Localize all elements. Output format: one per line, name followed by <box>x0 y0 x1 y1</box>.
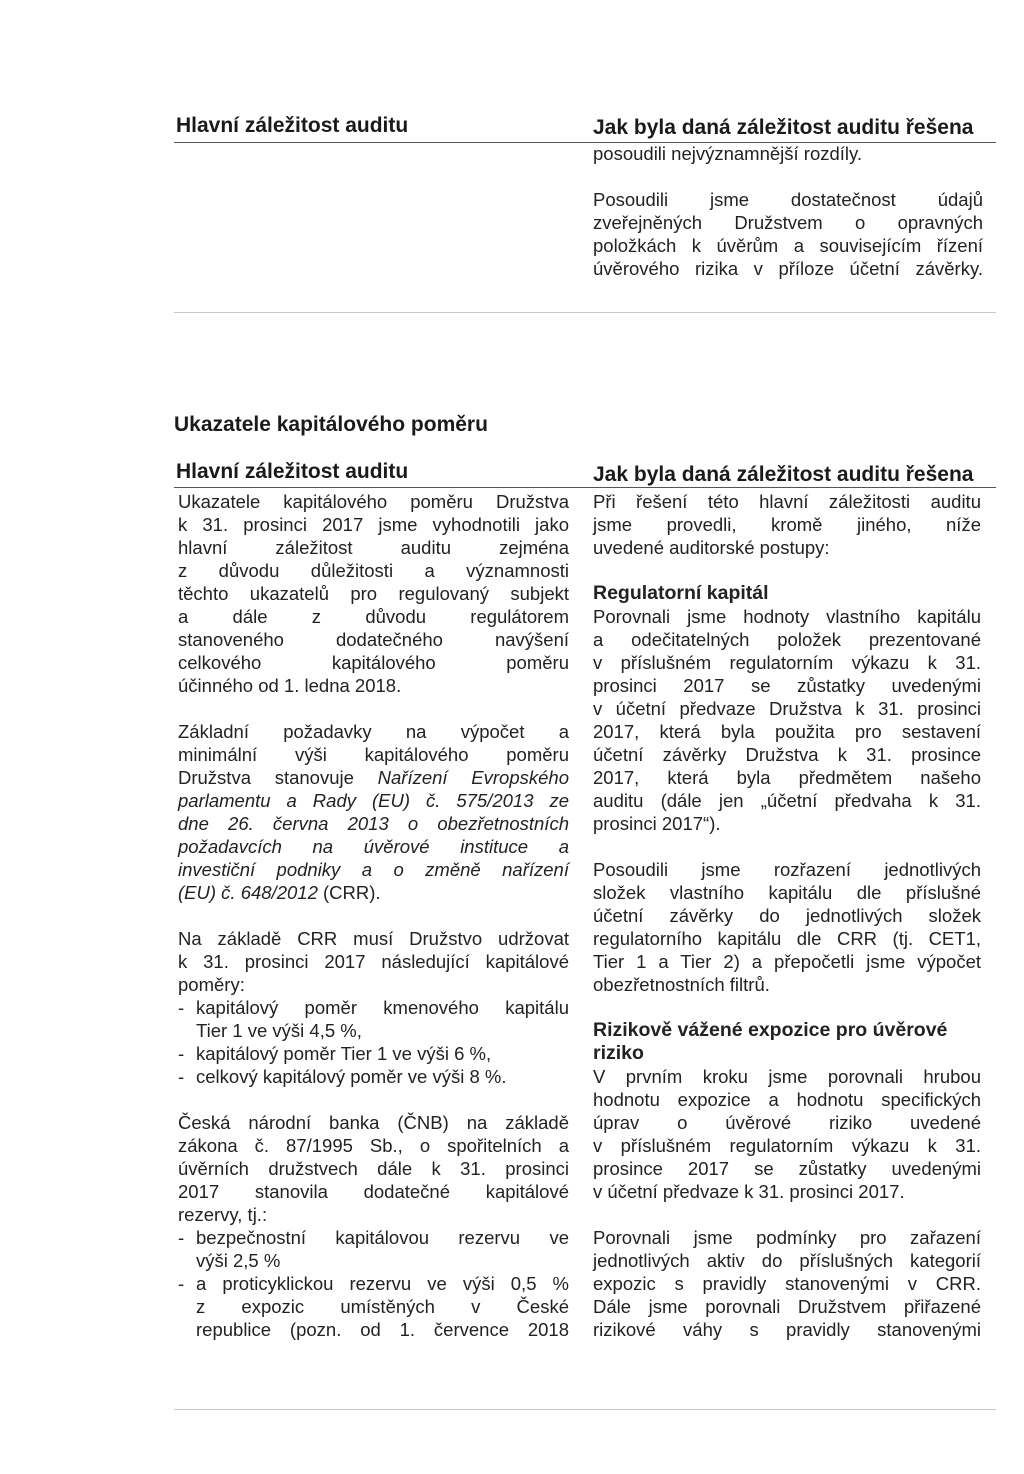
text-line: účetní závěrky do jednotlivých složek <box>593 905 981 926</box>
subheading-risk-weighted-exposures: Rizikově vážené expozice pro úvěrové <box>593 1019 948 1041</box>
text-line: Základní požadavky na výpočet a <box>178 721 569 742</box>
text-line: uvedené auditorské postupy: <box>593 537 830 558</box>
regulation-citation: požadavcích na úvěrové instituce a <box>178 836 569 857</box>
bullet-item <box>178 1226 569 1272</box>
top-right-column <box>593 142 983 280</box>
text-line: auditu (dále jen „účetní předvaha k 31. <box>593 790 981 811</box>
text-line: celkového kapitálového poměru <box>178 652 569 673</box>
text-line: prosince 2017 se zůstatky uvedenými <box>593 1158 981 1179</box>
text-line: kapitálový poměr Tier 1 ve výši 6 %, <box>196 1043 492 1064</box>
text-line: účetní závěrky Družstva k 31. prosince <box>593 744 981 765</box>
top-right-header: Jak byla daná záležitost auditu řešena <box>593 116 974 139</box>
text-line: a odečitatelných položek prezentované <box>593 629 981 650</box>
text-line: jsme provedli, kromě jiného, níže <box>593 514 981 535</box>
right-column <box>593 490 981 1341</box>
top-right-line: zveřejněných Družstvem o opravných <box>593 212 983 233</box>
top-right-line: položkách k úvěrům a souvisejícím řízení <box>593 235 983 256</box>
text-line <box>178 766 569 789</box>
text-line: expozic s pravidly stanovenými v CRR. <box>593 1273 981 1294</box>
regulation-citation: parlamentu a Rady (EU) č. 575/2013 ze <box>178 790 569 811</box>
dash-marker: - <box>178 1273 185 1294</box>
text-line: republice (pozn. od 1. července 2018 <box>196 1319 569 1340</box>
right-paragraph-1 <box>593 490 981 559</box>
top-left-header: Hlavní záležitost auditu <box>176 114 409 137</box>
text-line: Česká národní banka (ČNB) na základě <box>178 1112 569 1133</box>
table-header-rule <box>174 487 996 488</box>
text-line: kapitálový poměr kmenového kapitálu <box>196 997 569 1018</box>
text-line: Ukazatele kapitálového poměru Družstva <box>178 491 569 512</box>
bullet-item <box>178 1065 569 1088</box>
left-paragraph-1 <box>178 490 569 697</box>
left-paragraph-4 <box>178 1111 569 1341</box>
bullet-item <box>178 1042 569 1065</box>
text-line <box>178 835 569 858</box>
text-line: prosinci 2017“). <box>593 813 721 834</box>
top-right-line: posoudili nejvýznamnější rozdíly. <box>593 143 863 164</box>
table-left-header: Hlavní záležitost auditu <box>176 460 409 483</box>
text-line: V prvním kroku jsme porovnali hrubou <box>593 1066 981 1087</box>
text-line: Porovnali jsme hodnoty vlastního kapitálu <box>593 606 981 627</box>
text-line: stanoveného dodatečného navýšení <box>178 629 569 650</box>
text-line: Dále jsme porovnali Družstvem přiřazené <box>593 1296 981 1317</box>
text-line <box>178 789 569 812</box>
text-line: hlavní záležitost auditu zejména <box>178 537 569 558</box>
regulation-citation: dne 26. června 2013 o obezřetnostních <box>178 813 569 834</box>
right-paragraph-2 <box>593 605 981 835</box>
text-line <box>178 812 569 835</box>
text-span: Družstva stanovuje <box>178 767 378 788</box>
text-line: rizikové váhy s pravidly stanovenými <box>593 1319 981 1340</box>
regulation-citation: investiční podniky a o změně nařízení <box>178 859 569 880</box>
text-line: z expozic umístěných v České <box>196 1296 569 1317</box>
text-line: těchto ukazatelů pro regulovaný subjekt <box>178 583 569 604</box>
subheading-risk-weighted-exposures-cont: riziko <box>593 1042 644 1064</box>
bullet-item <box>178 996 569 1042</box>
dash-marker: - <box>178 1227 185 1248</box>
right-paragraph-3 <box>593 858 981 996</box>
text-line: složek vlastního kapitálu dle příslušné <box>593 882 981 903</box>
text-line: regulatorního kapitálu dle CRR (tj. CET1, <box>593 928 981 949</box>
text-line: 2017, která byla předmětem našeho <box>593 767 981 788</box>
left-column <box>178 490 569 1341</box>
text-line: zákona č. 87/1995 Sb., o spořitelních a <box>178 1135 569 1156</box>
text-line: 2017, která byla použita pro sestavení <box>593 721 981 742</box>
dash-marker: - <box>178 1066 185 1087</box>
text-line: 2017 stanovila dodatečné kapitálové <box>178 1181 569 1202</box>
text-line: Při řešení této hlavní záležitosti auditu <box>593 491 981 512</box>
text-line: v příslušném regulatorním výkazu k 31. <box>593 1135 981 1156</box>
left-paragraph-2 <box>178 720 569 904</box>
right-paragraph-4 <box>593 1065 981 1203</box>
text-line: Posoudili jsme rozřazení jednotlivých <box>593 859 981 880</box>
text-line: obezřetnostních filtrů. <box>593 974 770 995</box>
bullet-item <box>178 1272 569 1341</box>
table-right-header: Jak byla daná záležitost auditu řešena <box>593 463 974 486</box>
text-line: k 31. prosinci 2017 následující kapitálové <box>178 951 569 972</box>
text-line: v účetní předvaze k 31. prosinci 2017. <box>593 1181 905 1202</box>
text-line: úprav o úvěrové riziko uvedené <box>593 1112 981 1133</box>
text-line: Na základě CRR musí Družstvo udržovat <box>178 928 569 949</box>
text-line: Porovnali jsme podmínky pro zařazení <box>593 1227 981 1248</box>
dash-marker: - <box>178 1043 185 1064</box>
text-line: v účetní předvaze Družstva k 31. prosinci <box>593 698 981 719</box>
text-line: rezervy, tj.: <box>178 1204 268 1225</box>
text-line: a dále z důvodu regulátorem <box>178 606 569 627</box>
text-line: poměry: <box>178 974 245 995</box>
text-line: hodnotu expozice a hodnotu specifických <box>593 1089 981 1110</box>
top-table-bottom-rule <box>174 312 996 313</box>
section-title: Ukazatele kapitálového poměru <box>174 413 488 436</box>
text-line: bezpečnostní kapitálovou rezervu ve <box>196 1227 569 1248</box>
text-line <box>178 881 569 904</box>
text-line: celkový kapitálový poměr ve výši 8 %. <box>196 1066 507 1087</box>
text-line: jednotlivých aktiv do příslušných kategorií <box>593 1250 981 1271</box>
text-line: a proticyklickou rezervu ve výši 0,5 % <box>196 1273 569 1294</box>
left-paragraph-3 <box>178 927 569 1088</box>
subheading-regulatory-capital: Regulatorní kapitál <box>593 582 769 604</box>
dash-marker: - <box>178 997 185 1018</box>
text-line: úvěrních družstvech dále k 31. prosinci <box>178 1158 569 1179</box>
regulation-citation: Nařízení Evropského <box>377 767 569 788</box>
text-span: (CRR). <box>317 882 381 903</box>
right-paragraph-5 <box>593 1226 981 1341</box>
text-line: minimální výši kapitálového poměru <box>178 744 569 765</box>
text-line: Tier 1 a Tier 2) a přepočetli jsme výpočet <box>593 951 981 972</box>
text-line: výši 2,5 % <box>196 1250 281 1271</box>
text-line: v příslušném regulatorním výkazu k 31. <box>593 652 981 673</box>
text-line: Tier 1 ve výši 4,5 %, <box>196 1020 362 1041</box>
text-line: účinného od 1. ledna 2018. <box>178 675 402 696</box>
regulation-citation: (EU) č. 648/2012 <box>178 882 318 903</box>
text-line: z důvodu důležitosti a významnosti <box>178 560 569 581</box>
text-line <box>178 858 569 881</box>
text-line: k 31. prosinci 2017 jsme vyhodnotili jako <box>178 514 569 535</box>
top-right-line: Posoudili jsme dostatečnost údajů <box>593 189 983 210</box>
text-line: prosinci 2017 se zůstatky uvedenými <box>593 675 981 696</box>
top-right-line: úvěrového rizika v příloze účetní závěrky. <box>593 258 983 279</box>
table-bottom-rule <box>174 1409 996 1410</box>
